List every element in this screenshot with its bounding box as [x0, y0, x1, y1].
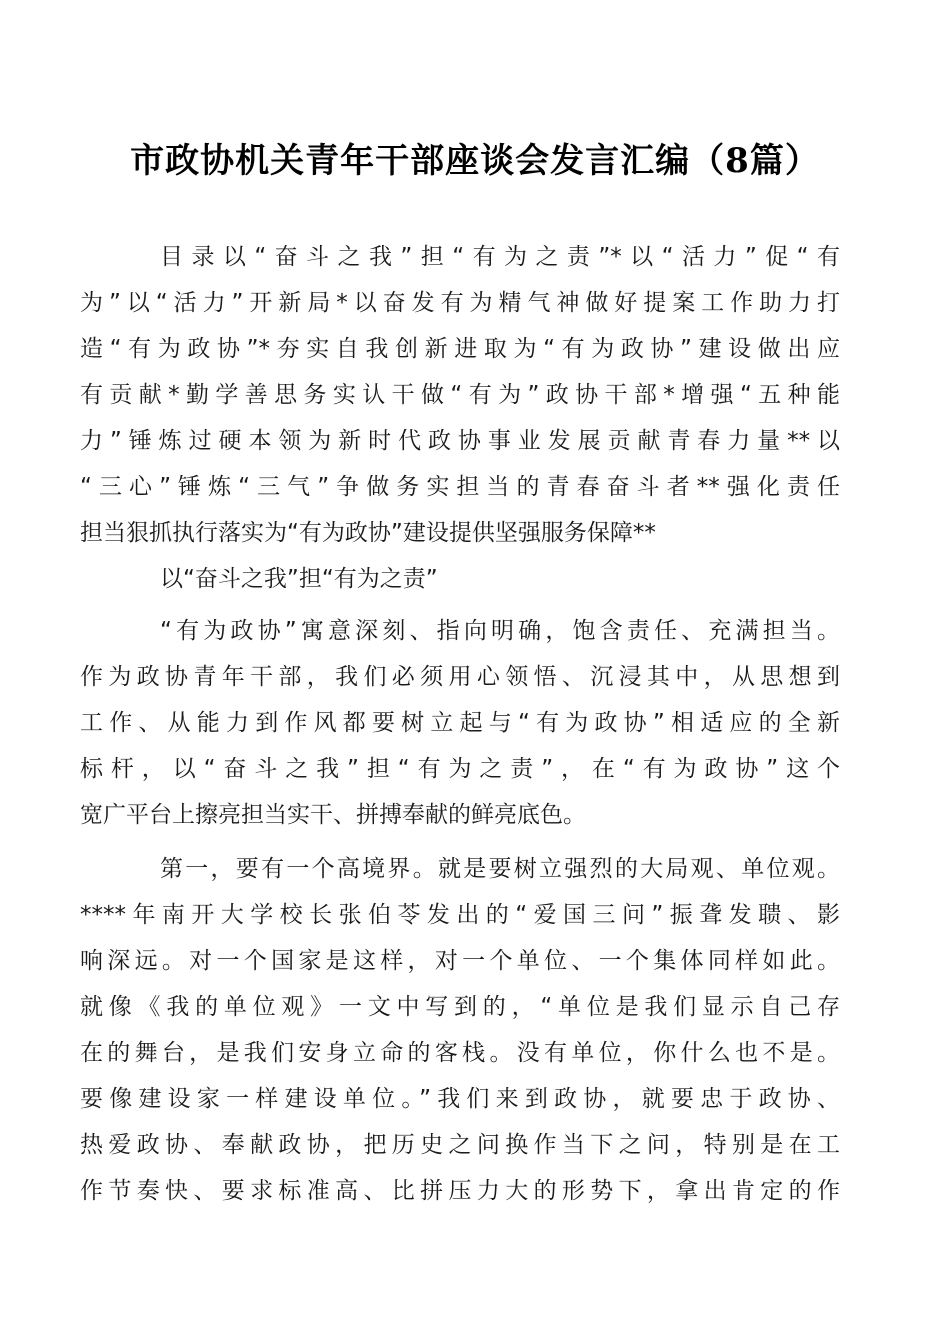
paragraph-line: 要像建设家一样建设单位。”我们来到政协，就要忠于政协、 — [80, 1086, 840, 1112]
paragraph-line: 标杆，以“奋斗之我”担“有为之责”，在“有为政协”这个 — [80, 756, 840, 782]
section-heading: 以“奋斗之我”担“有为之责” — [160, 566, 438, 592]
paragraph-line: 宽广平台上擦亮担当实干、拼搏奉献的鲜亮底色。 — [80, 802, 586, 828]
paragraph-line: 工作、从能力到作风都要树立起与“有为政协”相适应的全新 — [80, 710, 840, 736]
paragraph-line: 作为政协青年干部，我们必须用心领悟、沉浸其中，从思想到 — [80, 664, 840, 690]
paragraph-line: 响深远。对一个国家是这样，对一个单位、一个集体同样如此。 — [80, 948, 840, 974]
paragraph-line: 在的舞台，是我们安身立命的客栈。没有单位，你什么也不是。 — [80, 1040, 840, 1066]
paragraph-line: “有为政协”寓意深刻、指向明确，饱含责任、充满担当。 — [160, 618, 840, 644]
paragraph-line: 作节奏快、要求标准高、比拼压力大的形势下，拿出肯定的作 — [80, 1178, 840, 1204]
toc-line: 担当狠抓执行落实为“有为政协”建设提供坚强服务保障** — [80, 520, 656, 546]
toc-line: 目录以“奋斗之我”担“有为之责”*以“活力”促“有 — [160, 244, 840, 270]
paragraph-line: 第一，要有一个高境界。就是要树立强烈的大局观、单位观。 — [160, 856, 840, 882]
paragraph-1 — [80, 608, 840, 838]
document-title: 市政协机关青年干部座谈会发言汇编（8篇） — [130, 141, 820, 181]
paragraph-line: ****年南开大学校长张伯苓发出的“爱国三问”振聋发聩、影 — [80, 902, 840, 928]
toc-line: 造“有为政协”*夯实自我创新进取为“有为政协”建设做出应 — [80, 336, 840, 362]
paragraph-2 — [80, 846, 840, 1214]
toc-line: 力”锤炼过硬本领为新时代政协事业发展贡献青春力量**以 — [80, 428, 840, 454]
toc-paragraph — [80, 234, 840, 556]
paragraph-line: 就像《我的单位观》一文中写到的，“单位是我们显示自己存 — [80, 994, 840, 1020]
paragraph-line: 热爱政协、奉献政协，把历史之问换作当下之问，特别是在工 — [80, 1132, 840, 1158]
toc-line: 有贡献*勤学善思务实认干做“有为”政协干部*增强“五种能 — [80, 382, 840, 408]
document-body — [80, 234, 840, 1214]
toc-line: 为”以“活力”开新局*以奋发有为精气神做好提案工作助力打 — [80, 290, 840, 316]
toc-line: “三心”锤炼“三气”争做务实担当的青春奋斗者**强化责任 — [80, 474, 840, 500]
